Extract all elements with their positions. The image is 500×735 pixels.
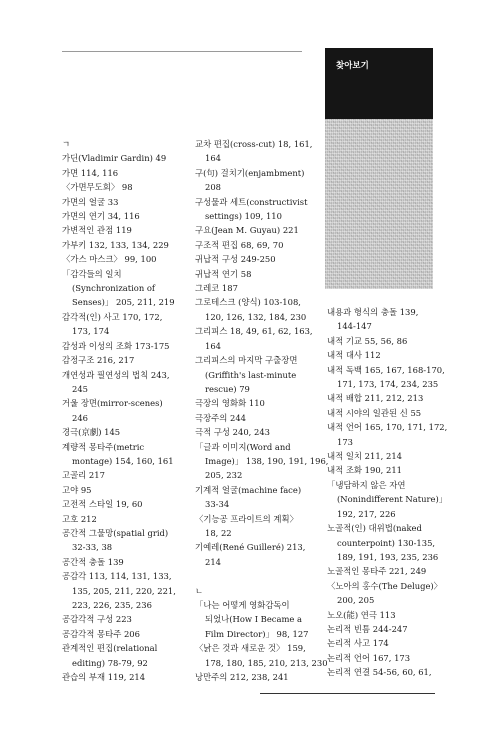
index-entry-continuation: 144-147 (337, 321, 372, 332)
index-entry-continuation: 189, 191, 193, 235, 236 (337, 551, 439, 562)
index-entry: 논리적 사고 174 (327, 638, 389, 649)
index-entry: 감정구조 216, 217 (62, 355, 135, 366)
bottom-rule (260, 693, 435, 694)
index-entry-continuation: 18, 22 (205, 527, 232, 538)
index-entry: 구요(Jean M. Guyau) 221 (195, 225, 299, 236)
index-entry-continuation: 245 (72, 383, 88, 394)
index-entry: 계량적 몽타주(metric (62, 441, 145, 452)
index-entry-continuation: montage) 154, 160, 161 (72, 455, 174, 466)
index-entry: 그리피스의 마지막 구출장면 (195, 355, 298, 366)
index-entry-continuation: 173 (337, 436, 353, 447)
index-entry: 노골적(인) 대위법(naked (327, 523, 422, 534)
index-entry: 공간적 충돌 139 (62, 556, 124, 567)
index-entry: 관계적인 편집(relational (62, 643, 158, 654)
index-entry-continuation: 223, 226, 235, 236 (72, 600, 152, 610)
index-entry: 고골리 217 (62, 470, 105, 481)
index-entry-continuation: 164 (205, 153, 221, 164)
index-entry: 고전적 스타일 19, 60 (62, 499, 143, 510)
index-entry: 고야 95 (62, 484, 92, 495)
index-entry: 구성물과 세트(constructivist (195, 196, 308, 207)
index-entry: 그리피스 18, 49, 61, 62, 163, (195, 326, 313, 337)
index-entry: 논리적 연결 54-56, 60, 61, (327, 667, 432, 678)
index-entry-continuation: 246 (72, 412, 88, 423)
index-entry-continuation: Senses)」 205, 211, 219 (72, 297, 175, 308)
index-letter-heading: ㄴ (195, 585, 204, 596)
index-entry: 귀납적 구성 249-250 (195, 254, 276, 265)
index-entry-continuation: (Nonindifferent Nature)」 (337, 494, 448, 505)
index-entry: 귀납적 연기 58 (195, 268, 252, 279)
index-entry-continuation: counterpoint) 130-135, (337, 537, 436, 548)
index-entry: 가부키 132, 133, 134, 229 (62, 239, 169, 250)
decorative-texture-panel (325, 119, 433, 289)
index-entry: 극장주의 244 (195, 412, 247, 423)
spacer (195, 569, 328, 583)
index-entry-continuation: 되었나(How I Became a (205, 614, 303, 625)
index-entry: 경극(京劇) 145 (62, 427, 121, 438)
index-entry: 감성과 이성의 조화 173-175 (62, 340, 170, 351)
index-entry: 구(句) 걸치기(enjambment) (195, 167, 305, 178)
index-entry: 내적 시야의 일관된 신 55 (327, 407, 422, 418)
index-entry-continuation: 32-33, 38 (72, 542, 113, 553)
index-entry-continuation: 205, 232 (205, 470, 243, 481)
index-entry: 기계적 얼굴(machine face) (195, 484, 302, 495)
index-entry: 내적 언어 165, 170, 171, 172, (327, 422, 448, 433)
index-entry: 〈낡은 것과 새로운 것〉 159, (195, 643, 306, 654)
index-entry: 〈가스 마스크〉 99, 100 (62, 254, 157, 265)
index-entry: 〈가면무도회〉 98 (62, 182, 133, 193)
index-entry: 고호 212 (62, 513, 97, 524)
index-entry: 극적 구성 240, 243 (195, 427, 270, 438)
index-entry: 교차 편집(cross-cut) 18, 161, (195, 139, 313, 149)
index-entry-continuation: 135, 205, 211, 220, 221, (72, 585, 176, 596)
index-entry: 「글과 이미지(Word and (195, 441, 291, 452)
index-entry: 극장의 영화화 110 (195, 398, 265, 409)
index-entry: 가변적인 관점 119 (62, 225, 132, 236)
index-entry: 그레코 187 (195, 283, 238, 294)
index-entry: 구조적 편집 68, 69, 70 (195, 239, 284, 250)
index-entry: 감각적(인) 사고 170, 172, (62, 311, 163, 322)
index-entry: 논리적 빈틈 244-247 (327, 623, 408, 634)
index-entry-continuation: 214 (205, 556, 221, 567)
index-entry-continuation: 120, 126, 132, 184, 230 (205, 311, 307, 322)
index-entry-continuation: Image)」 138, 190, 191, 196, (205, 455, 329, 466)
index-entry: 거울 장면(mirror-scenes) (62, 398, 163, 409)
index-entry: 낭만주의 212, 238, 241 (195, 672, 289, 683)
index-entry: 「냉담하지 않은 자연 (327, 479, 406, 490)
index-entry-continuation: 192, 217, 226 (337, 508, 396, 519)
section-title: 찾아보기 (336, 61, 369, 71)
index-entry-continuation: 178, 180, 185, 210, 213, 230 (205, 657, 328, 668)
index-entry-continuation: settings) 109, 110 (205, 211, 282, 222)
index-letter-heading: ㄱ (62, 139, 71, 149)
index-entry: 관습의 부재 119, 214 (62, 672, 146, 683)
index-entry: 내적 기교 55, 56, 86 (327, 335, 408, 346)
index-entry: 공감각 113, 114, 131, 133, (62, 571, 172, 582)
index-entry: 기예레(René Guilleré) 213, (195, 542, 306, 553)
index-entry: 가면 114, 116 (62, 167, 119, 178)
index-entry: 공감각적 구성 223 (62, 614, 132, 625)
index-entry: 내용과 형식의 충돌 139, (327, 307, 419, 317)
index-entry-continuation: 200, 205 (337, 595, 375, 606)
section-header (325, 48, 433, 119)
index-entry-continuation: 208 (205, 182, 221, 193)
index-entry: 〈기능공 프라이트의 계획〉 (195, 513, 298, 524)
index-entry: 내적 배합 211, 212, 213 (327, 393, 424, 404)
index-column-3 (327, 305, 447, 680)
index-entry-continuation: Film Director)」 98, 127 (205, 628, 309, 639)
index-entry: 공간적 그물망(spatial grid) (62, 527, 169, 538)
index-entry-continuation: (Synchronization of (72, 283, 156, 294)
top-rule (62, 51, 302, 52)
index-entry-continuation: 173, 174 (72, 326, 110, 337)
index-entry: 내적 일치 211, 214 (327, 451, 402, 462)
index-entry: 논리적 언어 167, 173 (327, 652, 411, 663)
index-column-1 (62, 137, 176, 684)
index-column-2 (195, 137, 328, 684)
index-entry-continuation: 164 (205, 340, 221, 351)
index-entry: 「감각들의 일치 (62, 268, 122, 279)
index-entry: 내적 조화 190, 211 (327, 465, 402, 476)
index-entry: 「나는 어떻게 영화감독이 (195, 599, 290, 610)
index-entry: 내적 대사 112 (327, 350, 381, 361)
index-entry: 그로테스크 (양식) 103-108, (195, 297, 301, 308)
index-entry-continuation: 33-34 (205, 499, 230, 510)
index-entry-continuation: 171, 173, 174, 234, 235 (337, 379, 439, 390)
index-entry: 개연성과 필연성의 법칙 243, (62, 369, 170, 380)
index-entry: 노오(能) 연극 113 (327, 609, 396, 620)
index-entry: 공감각적 몽타주 206 (62, 628, 140, 639)
index-entry: 노골적인 몽타주 221, 249 (327, 566, 427, 577)
index-entry-continuation: (Griffith's last-minute (205, 369, 297, 380)
index-entry: 가딘(Vladimir Gardin) 49 (62, 153, 167, 164)
index-entry: 〈노아의 홍수(The Deluge)〉 (327, 580, 443, 591)
index-entry: 가면의 연기 34, 116 (62, 211, 140, 222)
index-entry-continuation: editing) 78-79, 92 (72, 657, 148, 668)
index-entry: 가면의 얼굴 33 (62, 196, 119, 207)
index-entry-continuation: rescue) 79 (205, 383, 250, 394)
index-entry: 내적 독백 165, 167, 168-170, (327, 364, 445, 375)
